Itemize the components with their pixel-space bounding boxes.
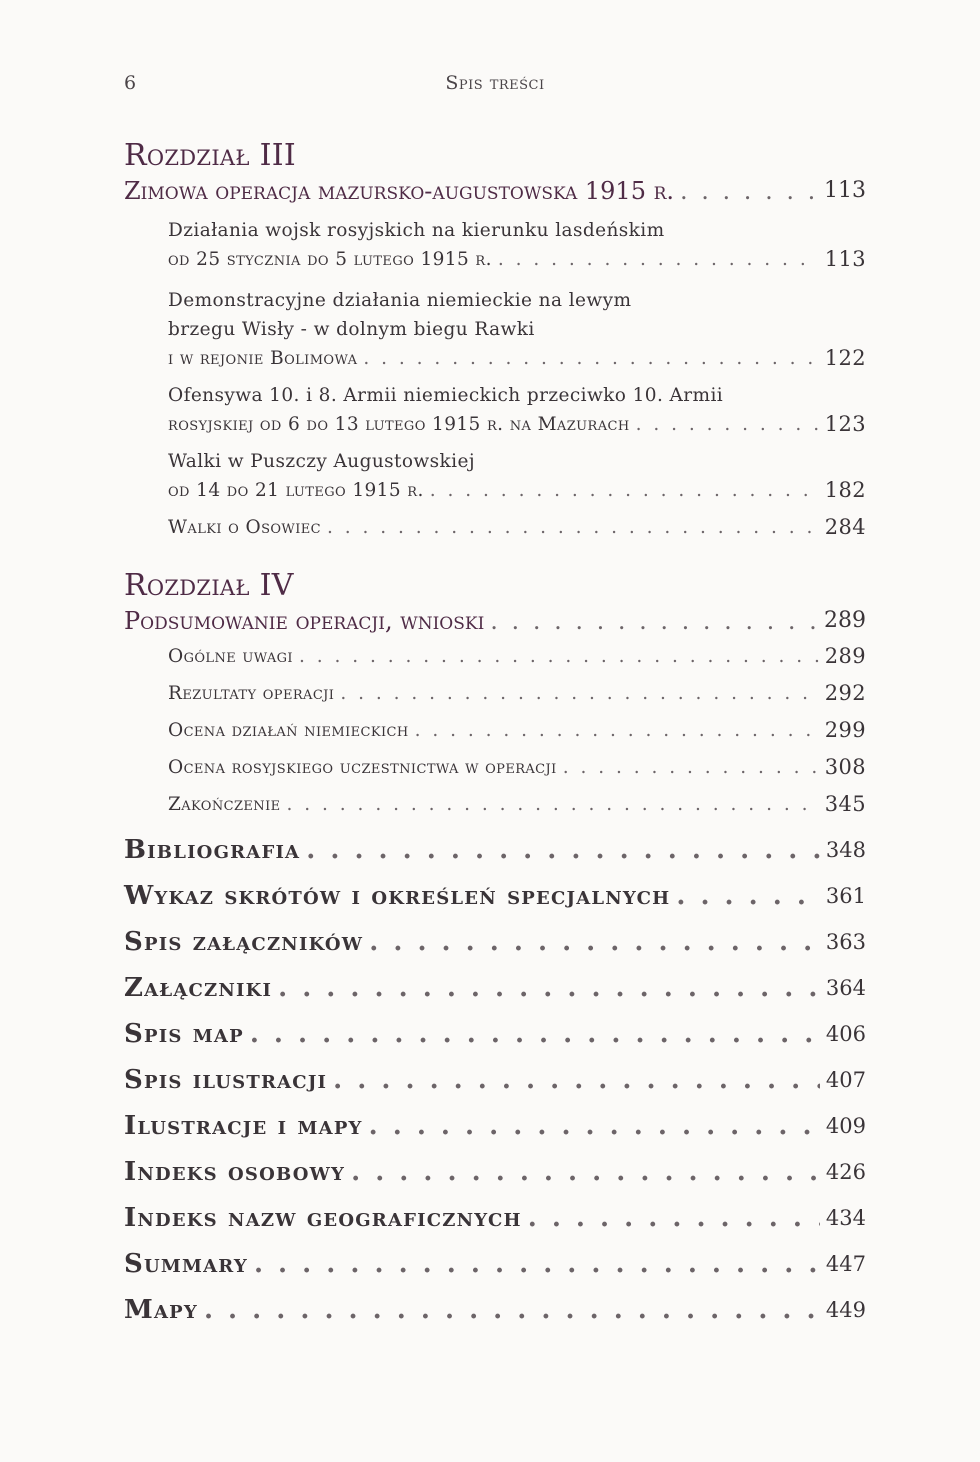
dot-leader xyxy=(306,833,820,867)
section-row xyxy=(168,513,866,542)
entry-title: Załączniki xyxy=(124,973,273,1003)
toc-major-entry[interactable] xyxy=(124,1201,866,1235)
dot-leader xyxy=(430,476,819,505)
section-title: Rezultaty operacji xyxy=(168,683,335,704)
dot-leader xyxy=(680,176,818,206)
chapter-label: Rozdział IV xyxy=(124,568,294,603)
toc-section[interactable] xyxy=(168,642,866,671)
toc-major-entry[interactable] xyxy=(124,833,866,867)
chapter-title-row[interactable] xyxy=(124,606,866,636)
dot-leader xyxy=(563,753,819,782)
toc-major-entry[interactable] xyxy=(124,1293,866,1327)
page-ref: 182 xyxy=(824,478,866,502)
toc-section[interactable] xyxy=(168,716,866,745)
page-ref: 289 xyxy=(824,608,866,633)
entry-title: Indeks nazw geograficznych xyxy=(124,1203,522,1233)
chapter-block xyxy=(124,568,866,819)
page-ref: 361 xyxy=(825,884,866,908)
section-row xyxy=(168,790,866,819)
entry-title: Bibliografia xyxy=(124,835,301,865)
page-ref: 363 xyxy=(825,930,866,954)
section-title: Ogólne uwagi xyxy=(168,646,293,667)
section-row xyxy=(168,716,866,745)
dot-leader xyxy=(340,679,818,708)
dot-leader xyxy=(415,716,819,745)
entry-title: Summary xyxy=(124,1249,248,1279)
toc-major-entry[interactable] xyxy=(124,1247,866,1281)
page-ref: 406 xyxy=(825,1022,866,1046)
page-number: 6 xyxy=(124,72,137,94)
page-ref: 409 xyxy=(825,1114,866,1138)
chapter-title: Zimowa operacja mazursko-augustowska 1915 r. xyxy=(124,177,675,205)
section-title: Zakończenie xyxy=(168,794,281,815)
section-row xyxy=(168,344,866,373)
section-row xyxy=(168,476,866,505)
entry-title: Ilustracje i mapy xyxy=(124,1111,363,1141)
section-title: od 25 stycznia do 5 lutego 1915 r. xyxy=(168,249,492,270)
running-head xyxy=(124,72,866,98)
page-ref: 364 xyxy=(825,976,866,1000)
chapter-label: Rozdział III xyxy=(124,138,297,173)
page-ref: 289 xyxy=(824,644,866,668)
page-ref: 292 xyxy=(824,681,866,705)
dot-leader xyxy=(327,513,819,542)
section-line: Demonstracyjne działania niemieckie na lewym xyxy=(168,290,632,311)
dot-leader xyxy=(636,410,819,439)
section-title: rosyjskiej od 6 do 13 lutego 1915 r. na Mazurach xyxy=(168,414,630,435)
toc-section[interactable] xyxy=(168,381,866,439)
section-row xyxy=(168,679,866,708)
page-ref: 113 xyxy=(824,247,866,271)
section-row xyxy=(168,410,866,439)
section-title: i w rejonie Bolimowa xyxy=(168,348,358,369)
dot-leader xyxy=(287,790,819,819)
toc-major-entry[interactable] xyxy=(124,879,866,913)
section-row xyxy=(168,245,866,274)
toc-section[interactable] xyxy=(168,753,866,782)
section-line: Walki w Puszczy Augustowskiej xyxy=(168,451,475,472)
dot-leader xyxy=(250,1017,820,1051)
toc-section[interactable] xyxy=(168,679,866,708)
toc-section[interactable] xyxy=(168,513,866,542)
page-ref: 426 xyxy=(825,1160,866,1184)
page-ref: 345 xyxy=(824,792,866,816)
entry-title: Mapy xyxy=(124,1295,198,1325)
page-ref: 447 xyxy=(825,1252,866,1276)
toc-major-entry[interactable] xyxy=(124,1155,866,1189)
dot-leader xyxy=(363,344,818,373)
section-line: Działania wojsk rosyjskich na kierunku lasdeńskim xyxy=(168,220,665,241)
dot-leader xyxy=(278,971,820,1005)
section-title: od 14 do 21 lutego 1915 r. xyxy=(168,480,424,501)
dot-leader xyxy=(299,642,819,671)
page-ref: 113 xyxy=(824,178,866,203)
page-ref: 348 xyxy=(825,838,866,862)
section-title: Walki o Osowiec xyxy=(168,517,321,538)
entry-title: Spis ilustracji xyxy=(124,1065,328,1095)
dot-leader xyxy=(333,1063,820,1097)
dot-leader xyxy=(351,1155,820,1189)
entry-title: Spis załączników xyxy=(124,927,364,957)
dot-leader xyxy=(490,606,818,636)
entry-title: Spis map xyxy=(124,1019,244,1049)
dot-leader xyxy=(369,1109,820,1143)
page-ref: 434 xyxy=(825,1206,866,1230)
page-ref: 284 xyxy=(824,515,866,539)
table-of-contents xyxy=(124,138,866,1327)
dot-leader xyxy=(528,1201,820,1235)
toc-major-entry[interactable] xyxy=(124,925,866,959)
toc-section[interactable] xyxy=(168,447,866,505)
entry-title: Indeks osobowy xyxy=(124,1157,346,1187)
toc-section[interactable] xyxy=(168,286,866,373)
page-ref: 122 xyxy=(824,346,866,370)
page-ref: 308 xyxy=(824,755,866,779)
toc-section[interactable] xyxy=(168,216,866,274)
dot-leader xyxy=(254,1247,820,1281)
chapter-title-row[interactable] xyxy=(124,176,866,206)
chapter-title: Podsumowanie operacji, wnioski xyxy=(124,607,485,635)
dot-leader xyxy=(676,879,820,913)
section-title: Ocena działań niemieckich xyxy=(168,720,409,741)
section-row xyxy=(168,753,866,782)
chapter-block xyxy=(124,138,866,542)
toc-major-entry[interactable] xyxy=(124,1063,866,1097)
back-matter-list xyxy=(124,833,866,1327)
dot-leader xyxy=(204,1293,820,1327)
toc-major-entry[interactable] xyxy=(124,1109,866,1143)
section-title: Ocena rosyjskiego uczestnictwa w operacji xyxy=(168,757,557,778)
page-ref: 123 xyxy=(824,412,866,436)
dot-leader xyxy=(498,245,819,274)
running-title: Spis treści xyxy=(445,72,545,94)
page-ref: 449 xyxy=(825,1298,866,1322)
section-line: brzegu Wisły - w dolnym biegu Rawki xyxy=(168,319,535,340)
toc-major-entry[interactable] xyxy=(124,971,866,1005)
dot-leader xyxy=(369,925,820,959)
section-row xyxy=(168,642,866,671)
toc-section[interactable] xyxy=(168,790,866,819)
entry-title: Wykaz skrótów i określeń specjalnych xyxy=(124,881,671,911)
page-ref: 299 xyxy=(824,718,866,742)
page-ref: 407 xyxy=(825,1068,866,1092)
section-line: Ofensywa 10. i 8. Armii niemieckich przeciwko 10. Armii xyxy=(168,385,724,406)
toc-major-entry[interactable] xyxy=(124,1017,866,1051)
